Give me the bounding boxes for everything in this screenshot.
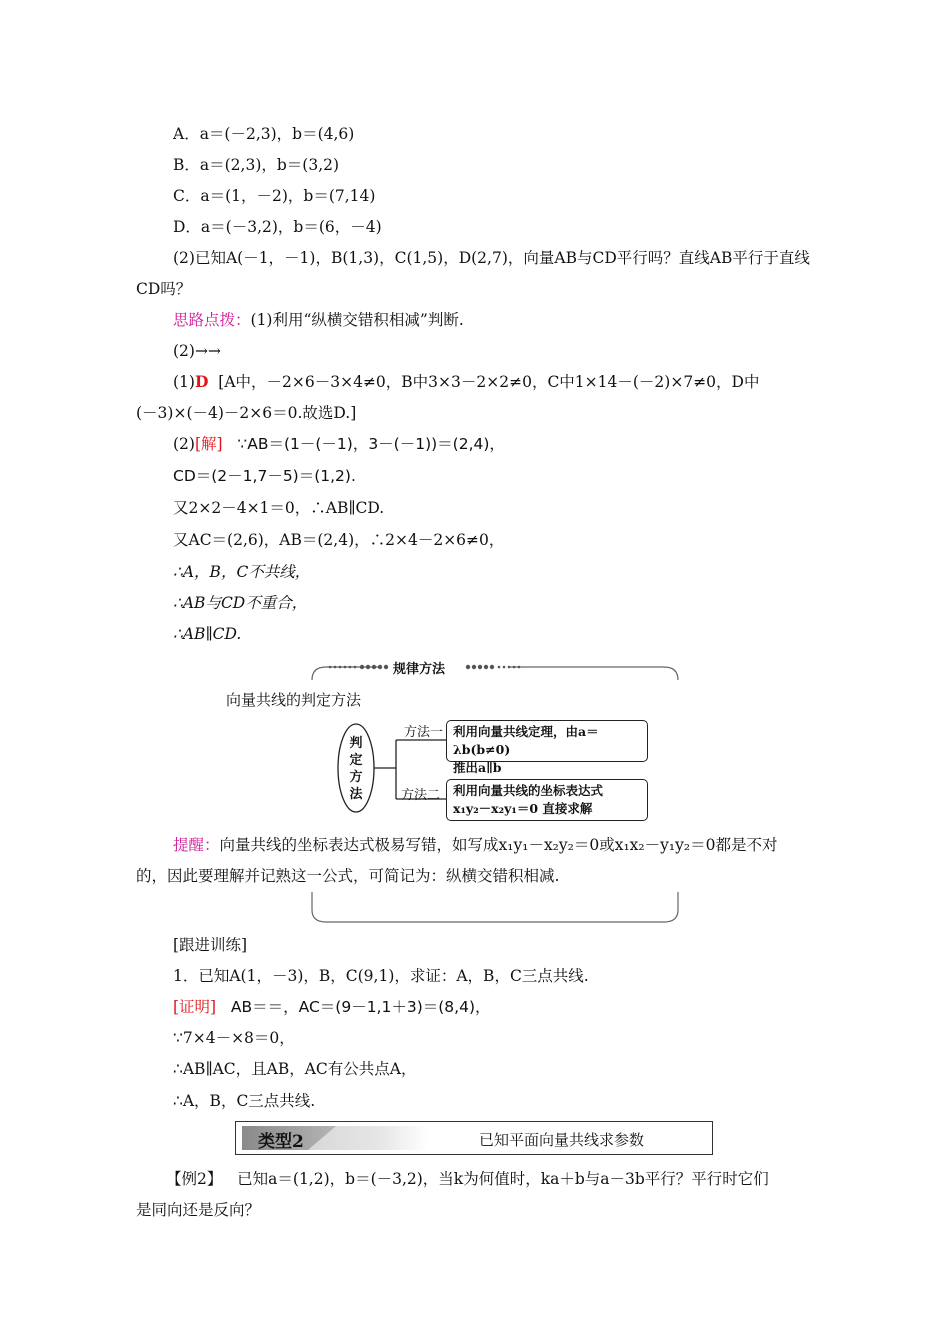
rule-box-subtitle: 向量共线的判定方法 — [226, 691, 362, 709]
diagram-center-label: 判 定 方 法 — [349, 736, 363, 802]
practice-question: 1．已知A(1，－3)，B，C(9,1)，求证：A，B，C三点共线. — [173, 967, 589, 985]
proof-label: [证明] — [173, 998, 217, 1016]
rule-box-title: 规律方法 — [393, 662, 446, 677]
answer-1-line2: (－3)×(－4)－2×6＝0.故选D.] — [136, 404, 357, 422]
answer-1-letter: D — [194, 372, 209, 391]
hint-line-2: (2)→→ — [173, 342, 221, 360]
type-title: 已知平面向量共线求参数 — [479, 1131, 645, 1149]
hint-text: (1)利用“纵横交错积相减”判断. — [250, 311, 464, 329]
solution-label: [解] — [194, 435, 223, 453]
solution-step-1: ∵AB＝(1－(－1)，3－(－1))＝(2,4)， — [237, 435, 505, 453]
reminder-line2: 的，因此要理解并记熟这一公式，可简记为：纵横交错积相减. — [136, 867, 560, 885]
method-2-label: 方法二 — [401, 788, 441, 803]
solution-step-5: ∴A，B，C不共线， — [173, 563, 311, 581]
type-banner — [235, 1121, 713, 1155]
answer-1-prefix: (1) — [173, 373, 195, 391]
practice-title: [跟进训练] — [173, 936, 248, 954]
solution-step-2: CD＝(2－1,7－5)＝(1,2). — [173, 467, 356, 485]
proof-step-1: AB＝＝，AC＝(9－1,1＋3)＝(8,4)， — [230, 998, 491, 1016]
example-label: 【例2】 — [166, 1170, 223, 1188]
reminder-line1 — [173, 834, 777, 856]
option-d: D．a＝(－3,2)，b＝(6，－4) — [173, 218, 382, 236]
reminder-label: 提醒： — [173, 836, 220, 854]
solution-step-3: 又2×2－4×1＝0，∴AB∥CD. — [173, 499, 385, 517]
method-1-box: 利用向量共线定理，由a＝λb(b≠0) 推出a∥b — [446, 720, 648, 762]
proof-step-3: ∴AB∥AC，且AB，AC有公共点A， — [173, 1060, 417, 1078]
proof-step-2: ∵7×4－×8＝0， — [173, 1029, 295, 1047]
example-line1 — [166, 1168, 769, 1190]
solution-step-6: ∴AB与CD不重合， — [173, 594, 308, 612]
method-1-label: 方法一 — [404, 725, 444, 740]
solution-step-4: 又AC＝(2,6)，AB＝(2,4)，∴2×4－2×6≠0， — [173, 531, 505, 549]
hint-label: 思路点拨： — [173, 311, 251, 329]
reminder-text: 向量共线的坐标表达式极易写错，如写成x₁y₁－x₂y₂＝0或x₁x₂－y₁y₂＝0都是不对 — [219, 836, 778, 854]
example-line2: 是同向还是反向？ — [136, 1201, 261, 1219]
example-text: 已知a＝(1,2)，b＝(－3,2)，当k为何值时，ka＋b与a－3b平行？平行时它们 — [237, 1170, 769, 1188]
proof-line-1 — [173, 996, 491, 1018]
answer-1-text: [A中，－2×6－3×4≠0，B中3×3－2×2≠0，C中1×14－(－2)×7≠0，D中 — [218, 373, 760, 391]
option-b: B．a＝(2,3)，b＝(3,2) — [173, 156, 340, 174]
solution-prefix: (2) — [173, 435, 195, 453]
question-2-line1: (2)已知A(－1，－1)，B(1,3)，C(1,5)，D(2,7)，向量AB与CD平行吗？直线AB平行于直线 — [173, 249, 810, 267]
option-a: A．a＝(－2,3)，b＝(4,6) — [173, 125, 355, 143]
option-c: C．a＝(1，－2)，b＝(7,14) — [173, 187, 376, 205]
solution-step-7: ∴AB∥CD. — [173, 625, 242, 643]
method-2-box: 利用向量共线的坐标表达式 x₁y₂－x₂y₁＝0 直接求解 — [446, 779, 648, 821]
type-badge: 类型2 — [258, 1132, 304, 1152]
question-2-line2: CD吗？ — [136, 280, 192, 298]
proof-step-4: ∴A，B，C三点共线. — [173, 1092, 316, 1110]
